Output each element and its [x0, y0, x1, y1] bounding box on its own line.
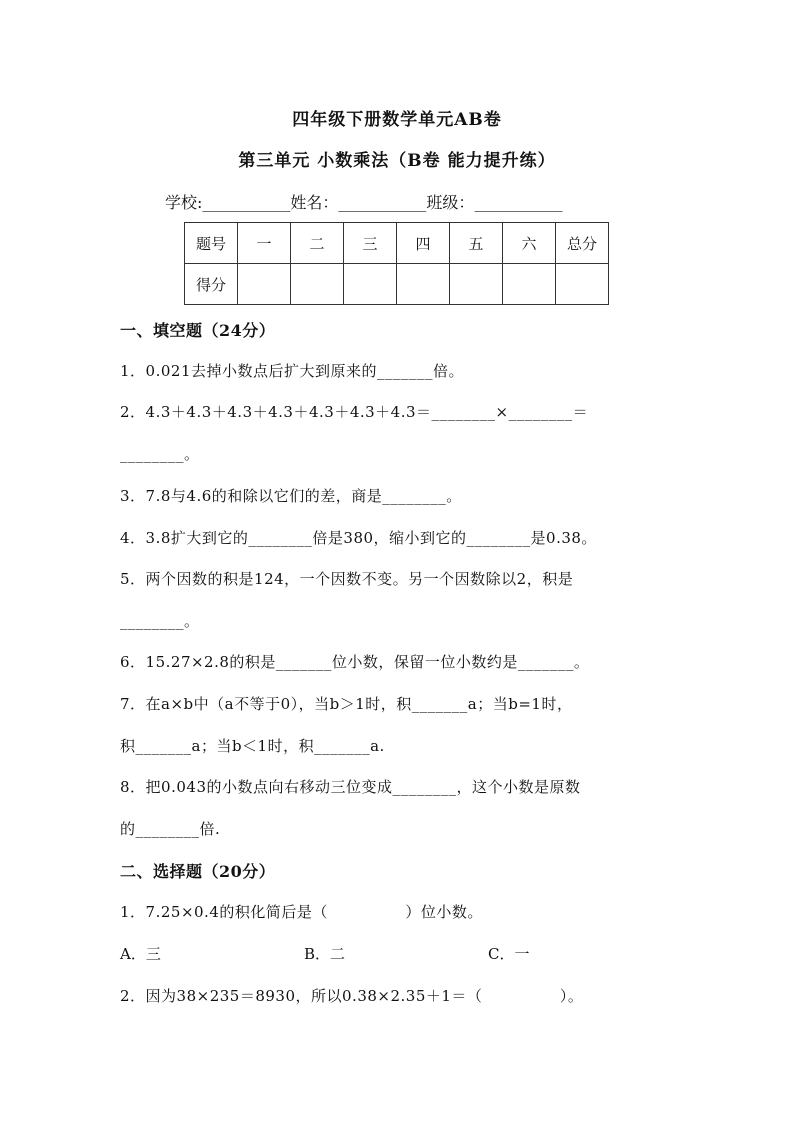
score-cell-empty[interactable]	[238, 264, 291, 305]
section-heading-fill: 一、填空题（24分）	[120, 321, 276, 340]
question-line: 4．3.8扩大到它的________倍是380，缩小到它的________是0.38。	[120, 529, 597, 547]
page-subtitle: 第三单元 小数乘法（B卷 能力提升练）	[238, 151, 556, 171]
class-label: 班级：	[426, 193, 475, 212]
score-cell-header: 题号	[185, 223, 238, 264]
question-line: ________。	[120, 612, 200, 630]
student-info-line	[165, 190, 562, 213]
section-heading-choice: 二、选择题（20分）	[120, 862, 276, 881]
school-blank: ___________	[202, 193, 291, 212]
score-cell-empty[interactable]	[556, 264, 609, 305]
score-cell-header: 三	[344, 223, 397, 264]
question-line: 5．两个因数的积是124，一个因数不变。另一个因数除以2，积是	[120, 570, 574, 588]
class-blank: ___________	[474, 193, 563, 212]
question-line: 3．7.8与4.6的和除以它们的差，商是________。	[120, 487, 462, 505]
score-row-label: 得分	[185, 264, 238, 305]
score-cell-header: 六	[503, 223, 556, 264]
score-cell-empty[interactable]	[344, 264, 397, 305]
question-line: 积_______a；当b＜1时，积_______a.	[120, 737, 385, 755]
question-line: ________。	[120, 445, 200, 463]
choice-option-b[interactable]: B．二	[304, 945, 346, 963]
score-table	[184, 222, 609, 305]
score-table-score-row	[185, 264, 609, 305]
question-line: 的________倍.	[120, 820, 221, 838]
school-label: 学校:	[165, 193, 203, 212]
score-cell-empty[interactable]	[503, 264, 556, 305]
score-cell-header: 一	[238, 223, 291, 264]
question-line: 8．把0.043的小数点向右移动三位变成________，这个小数是原数	[120, 778, 581, 796]
score-cell-empty[interactable]	[397, 264, 450, 305]
score-cell-header: 五	[450, 223, 503, 264]
score-cell-header: 四	[397, 223, 450, 264]
question-line: 7．在a×b中（a不等于0），当b＞1时，积_______a；当b=1时，	[120, 695, 573, 713]
question-line: 2．4.3＋4.3＋4.3＋4.3＋4.3＋4.3＋4.3＝________×________＝	[120, 403, 589, 421]
score-cell-empty[interactable]	[450, 264, 503, 305]
choice-option-a[interactable]: A．三	[120, 945, 161, 963]
score-table-header-row	[185, 223, 609, 264]
choice-question-2: 2．因为38×235＝8930，所以0.38×2.35＋1＝（ ）。	[120, 987, 584, 1005]
choice-option-c[interactable]: C．一	[488, 945, 530, 963]
name-blank: ___________	[338, 193, 427, 212]
name-label: 姓名：	[290, 193, 339, 212]
choice-question-1: 1．7.25×0.4的积化简后是（ ）位小数。	[120, 903, 483, 921]
score-cell-header: 总分	[556, 223, 609, 264]
question-line: 1．0.021去掉小数点后扩大到原来的_______倍。	[120, 362, 464, 380]
score-cell-empty[interactable]	[291, 264, 344, 305]
score-cell-header: 二	[291, 223, 344, 264]
question-line: 6．15.27×2.8的积是_______位小数，保留一位小数约是_______。	[120, 653, 590, 671]
page-title: 四年级下册数学单元AB卷	[292, 110, 502, 130]
